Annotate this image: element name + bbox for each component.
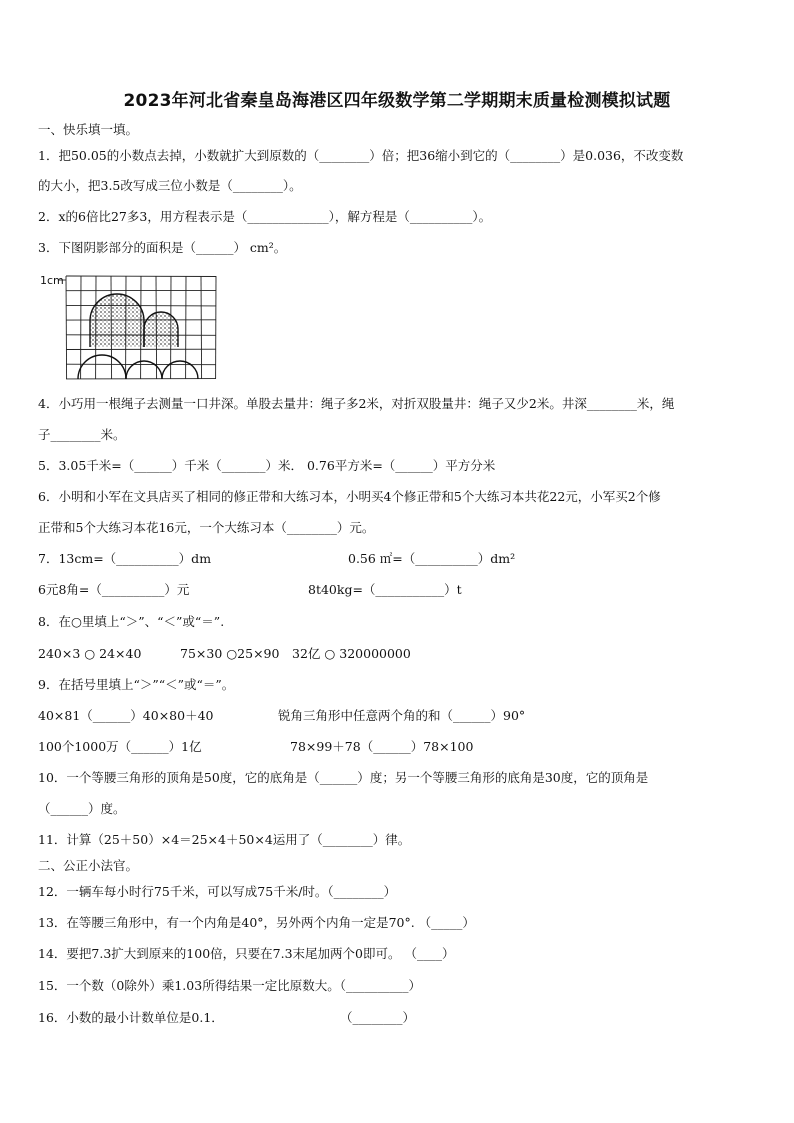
question-8-item-1: 240×3 ○ 24×40 (38, 646, 142, 661)
question-1-line-1: 1．把50.05的小数点去掉，小数就扩大到原数的（________）倍；把36缩小到它的（________）是0.036，不改变数 (38, 148, 684, 163)
question-9-item-1: 40×81（______）40×80＋40 (38, 708, 214, 723)
grid-line (111, 276, 112, 379)
grid-line (66, 335, 216, 336)
section-heading-2: 二、公正小法官。 (38, 858, 139, 873)
grid-line (66, 276, 67, 379)
question-8: 8．在○里填上“＞”、“＜”或“＝”. (38, 614, 225, 629)
question-15: 15．一个数（0除外）乘1.03所得结果一定比原数大。（__________） (38, 978, 421, 993)
question-9-item-3: 100个1000万（______）1亿 (38, 739, 202, 754)
question-12: 12．一辆车每小时行75千米，可以写成75千米/时。（________） (38, 884, 397, 899)
question-1-line-2: 的大小，把3.5改写成三位小数是（________）。 (38, 178, 302, 193)
question-11: 11．计算（25＋50）×4＝25×4＋50×4运用了（________）律。 (38, 832, 411, 847)
section-heading-1: 一、快乐填一填。 (38, 122, 139, 137)
grid-line (66, 305, 216, 306)
question-16-answer-blank: （________） (340, 1010, 416, 1025)
question-8-item-2: 75×30 ○25×90 (180, 646, 280, 661)
question-6-line-2: 正带和5个大练习本花16元，一个大练习本（________）元。 (38, 520, 375, 535)
grid-line (201, 276, 202, 379)
question-9-item-2: 锐角三角形中任意两个角的和（______）90° (278, 708, 526, 723)
grid-line (156, 276, 157, 379)
question-3: 3．下图阴影部分的面积是（______） cm²。 (38, 240, 287, 255)
question-7-item-2: 0.56 ㎡=（__________）dm² (348, 551, 516, 566)
question-9-item-4: 78×99＋78（______）78×100 (290, 739, 474, 754)
page-title: 2023年河北省秦皇岛海港区四年级数学第二学期期末质量检测模拟试题 (123, 91, 671, 111)
grid-line (66, 364, 216, 365)
question-8-item-3: 32亿 ○ 320000000 (292, 646, 411, 661)
question-13: 13．在等腰三角形中，有一个内角是40°，另外两个内角一定是70°. （_____） (38, 915, 475, 930)
question-7-item-3: 6元8角=（__________）元 (38, 582, 190, 597)
question-2: 2．x的6倍比27多3，用方程表示是（_____________），解方程是（__________）。 (38, 209, 492, 224)
question-10-line-2: （______）度。 (38, 801, 126, 816)
grid-line (66, 276, 216, 277)
question-4-line-1: 4．小巧用一根绳子去测量一口井深。单股去量井：绳子多2米，对折双股量井：绳子又少2米。井深________米，绳 (38, 396, 675, 411)
shaded-area-figure (40, 271, 230, 383)
question-6-line-1: 6．小明和小军在文具店买了相同的修正带和大练习本，小明买4个修正带和5个大练习本共花22元，小军买2个修 (38, 489, 661, 504)
question-7-item-4: 8t40kg=（___________）t (308, 582, 462, 597)
scale-label: 1cm (40, 274, 64, 287)
question-16: 16．小数的最小计数单位是0.1． (38, 1010, 224, 1025)
question-14: 14．要把7.3扩大到原来的100倍，只要在7.3末尾加两个0即可。 （____） (38, 946, 455, 961)
question-5: 5．3.05千米=（______）千米（_______）米． 0.76平方米=（______）平方分米 (38, 458, 496, 473)
question-4-line-2: 子________米。 (38, 427, 126, 442)
question-7-item-1: 7．13cm=（__________）dm (38, 551, 212, 566)
question-9: 9．在括号里填上“＞”“＜”或“＝”。 (38, 677, 235, 692)
question-10-line-1: 10．一个等腰三角形的顶角是50度，它的底角是（______）度；另一个等腰三角形的底角是30度，它的顶角是 (38, 770, 649, 785)
